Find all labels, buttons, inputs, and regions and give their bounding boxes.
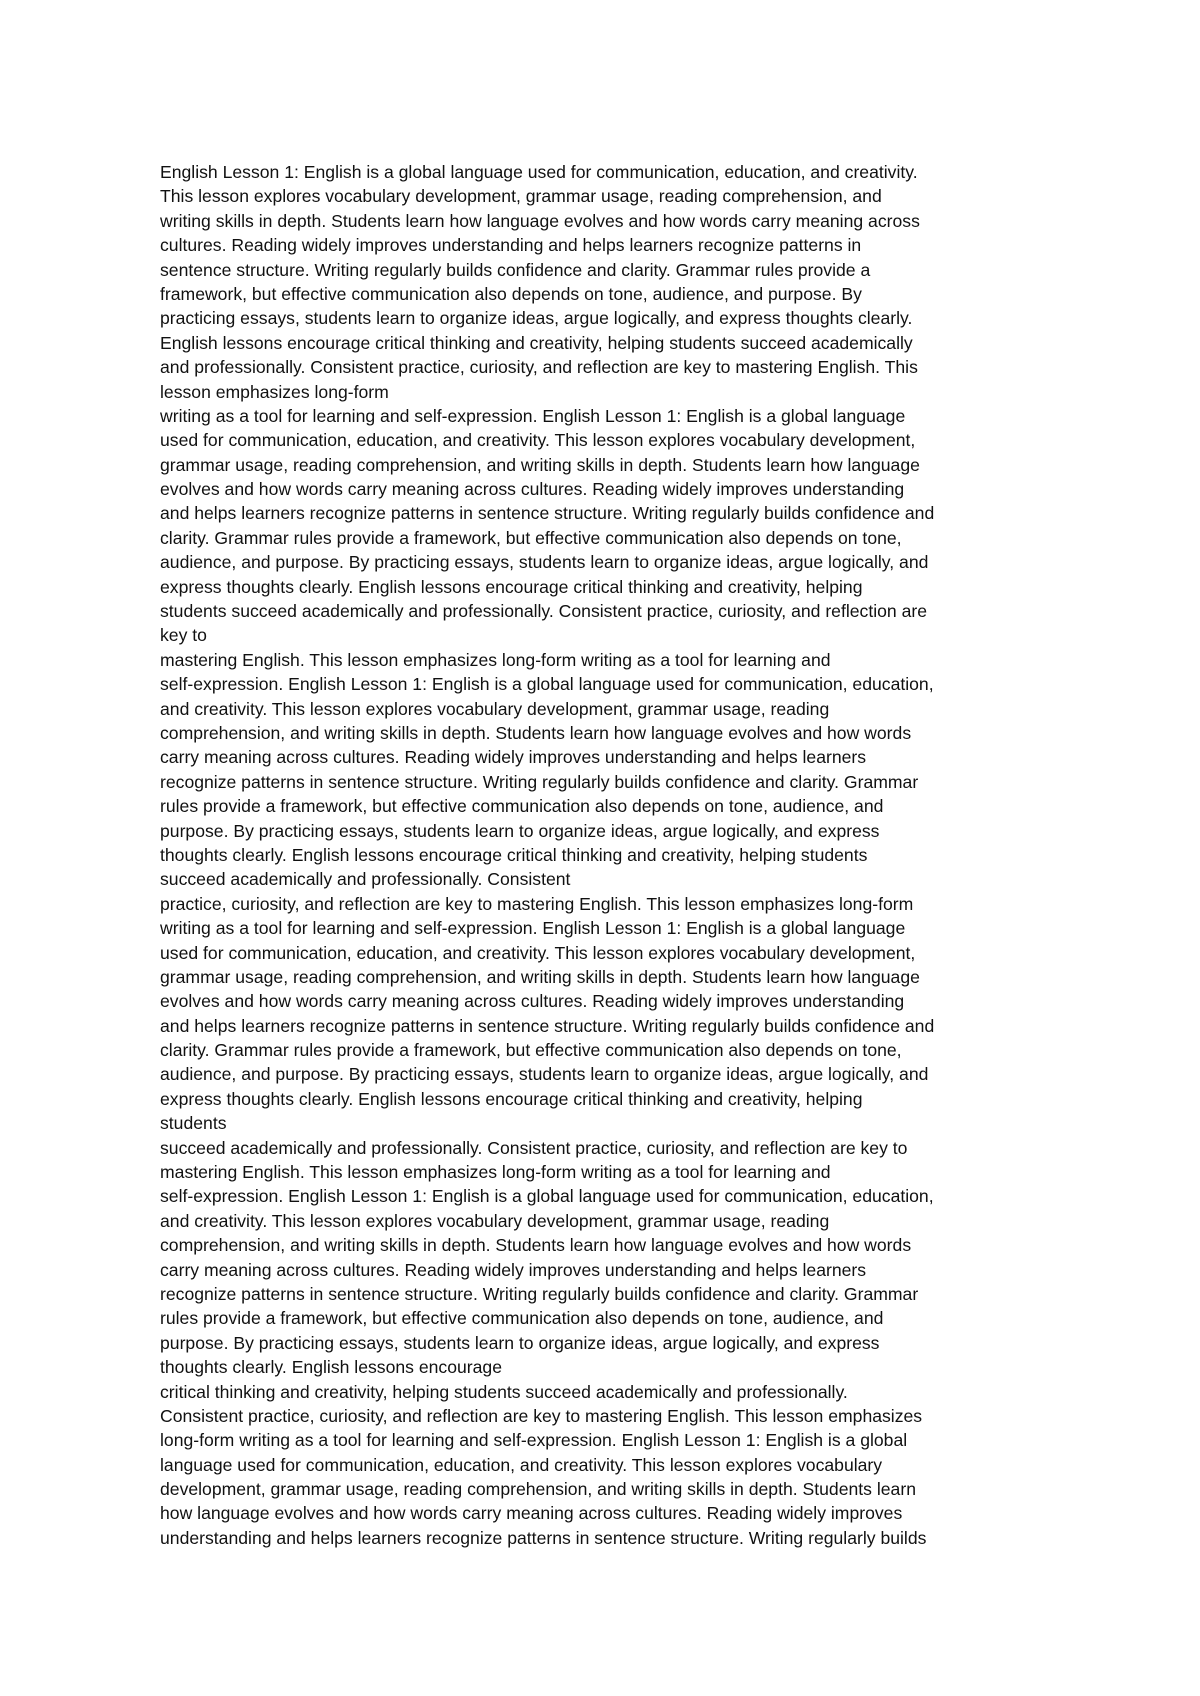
text-line: sentence structure. Writing regularly builds confidence and clarity. Grammar rules provide a <box>160 259 871 280</box>
text-line: practicing essays, students learn to organize ideas, argue logically, and express thoughts clearly. <box>160 308 913 329</box>
text-line: writing skills in depth. Students learn how language evolves and how words carry meaning across <box>160 210 920 231</box>
text-line: evolves and how words carry meaning across cultures. Reading widely improves understanding <box>160 991 905 1012</box>
text-line: recognize patterns in sentence structure. Writing regularly builds confidence and clarity. Grammar <box>160 771 919 792</box>
text-line: lesson emphasizes long-form <box>160 381 389 402</box>
text-line: key to <box>160 625 207 646</box>
text-line: mastering English. This lesson emphasizes long-form writing as a tool for learning and <box>160 649 831 670</box>
text-line: succeed academically and professionally. Consistent practice, curiosity, and reflection are key to <box>160 1137 908 1158</box>
text-line: succeed academically and professionally. Consistent <box>160 869 571 890</box>
text-line: and creativity. This lesson explores vocabulary development, grammar usage, reading <box>160 698 830 719</box>
text-line: purpose. By practicing essays, students learn to organize ideas, argue logically, and express <box>160 1332 880 1353</box>
text-line: practice, curiosity, and reflection are key to mastering English. This lesson emphasizes long-form <box>160 893 914 914</box>
text-line: evolves and how words carry meaning across cultures. Reading widely improves understanding <box>160 479 905 500</box>
text-line: long-form writing as a tool for learning and self-expression. English Lesson 1: English is a global <box>160 1430 908 1451</box>
text-line: and creativity. This lesson explores vocabulary development, grammar usage, reading <box>160 1210 830 1231</box>
text-line: understanding and helps learners recognize patterns in sentence structure. Writing regularly builds <box>160 1527 927 1548</box>
text-line: English Lesson 1: English is a global language used for communication, education, and creativity. <box>160 162 918 182</box>
text-line: and professionally. Consistent practice, curiosity, and reflection are key to mastering English. This <box>160 357 918 378</box>
text-line: thoughts clearly. English lessons encourage <box>160 1357 502 1378</box>
text-line: audience, and purpose. By practicing essays, students learn to organize ideas, argue logically, and <box>160 552 929 573</box>
text-line: carry meaning across cultures. Reading widely improves understanding and helps learners <box>160 1259 867 1280</box>
text-line: rules provide a framework, but effective communication also depends on tone, audience, and <box>160 1308 884 1329</box>
text-line: writing as a tool for learning and self-expression. English Lesson 1: English is a global language <box>160 405 906 426</box>
text-line: language used for communication, education, and creativity. This lesson explores vocabulary <box>160 1454 883 1475</box>
text-line: recognize patterns in sentence structure. Writing regularly builds confidence and clarity. Grammar <box>160 1283 919 1304</box>
text-line: writing as a tool for learning and self-expression. English Lesson 1: English is a global language <box>160 918 906 939</box>
text-line: cultures. Reading widely improves understanding and helps learners recognize patterns in <box>160 235 862 256</box>
text-line: students <box>160 1113 227 1134</box>
text-line: carry meaning across cultures. Reading widely improves understanding and helps learners <box>160 747 867 768</box>
text-line: express thoughts clearly. English lessons encourage critical thinking and creativity, helping <box>160 1088 863 1109</box>
text-line: thoughts clearly. English lessons encourage critical thinking and creativity, helping students <box>160 844 868 865</box>
text-line: Consistent practice, curiosity, and reflection are key to mastering English. This lesson emphasizes <box>160 1405 923 1426</box>
text-line: students succeed academically and professionally. Consistent practice, curiosity, and reflection are <box>160 601 928 622</box>
text-line: This lesson explores vocabulary development, grammar usage, reading comprehension, and <box>160 186 882 207</box>
text-line: express thoughts clearly. English lessons encourage critical thinking and creativity, helping <box>160 576 863 597</box>
text-line: English lessons encourage critical thinking and creativity, helping students succeed academically <box>160 332 913 353</box>
text-line: used for communication, education, and creativity. This lesson explores vocabulary development, <box>160 942 916 963</box>
text-line: development, grammar usage, reading comprehension, and writing skills in depth. Students learn <box>160 1479 916 1500</box>
text-line: and helps learners recognize patterns in sentence structure. Writing regularly builds confidence and <box>160 1015 935 1036</box>
text-line: critical thinking and creativity, helping students succeed academically and professionally. <box>160 1381 848 1402</box>
text-line: grammar usage, reading comprehension, and writing skills in depth. Students learn how language <box>160 454 920 475</box>
document-body-text <box>160 160 1060 1550</box>
text-line: self-expression. English Lesson 1: English is a global language used for communication, education, <box>160 1186 934 1207</box>
text-line: rules provide a framework, but effective communication also depends on tone, audience, and <box>160 796 884 817</box>
text-line: purpose. By practicing essays, students learn to organize ideas, argue logically, and express <box>160 820 880 841</box>
text-line: comprehension, and writing skills in depth. Students learn how language evolves and how words <box>160 722 912 743</box>
text-line: self-expression. English Lesson 1: English is a global language used for communication, education, <box>160 674 934 695</box>
text-line: used for communication, education, and creativity. This lesson explores vocabulary development, <box>160 430 916 451</box>
text-line: framework, but effective communication also depends on tone, audience, and purpose. By <box>160 283 862 304</box>
text-line: grammar usage, reading comprehension, and writing skills in depth. Students learn how language <box>160 966 920 987</box>
text-line: and helps learners recognize patterns in sentence structure. Writing regularly builds confidence and <box>160 503 935 524</box>
text-line: clarity. Grammar rules provide a framework, but effective communication also depends on tone, <box>160 527 902 548</box>
text-line: mastering English. This lesson emphasizes long-form writing as a tool for learning and <box>160 1162 831 1183</box>
text-line: comprehension, and writing skills in depth. Students learn how language evolves and how words <box>160 1235 912 1256</box>
text-line: clarity. Grammar rules provide a framework, but effective communication also depends on tone, <box>160 1040 902 1061</box>
text-line: how language evolves and how words carry meaning across cultures. Reading widely improves <box>160 1503 903 1524</box>
text-line: audience, and purpose. By practicing essays, students learn to organize ideas, argue logically, and <box>160 1064 929 1085</box>
